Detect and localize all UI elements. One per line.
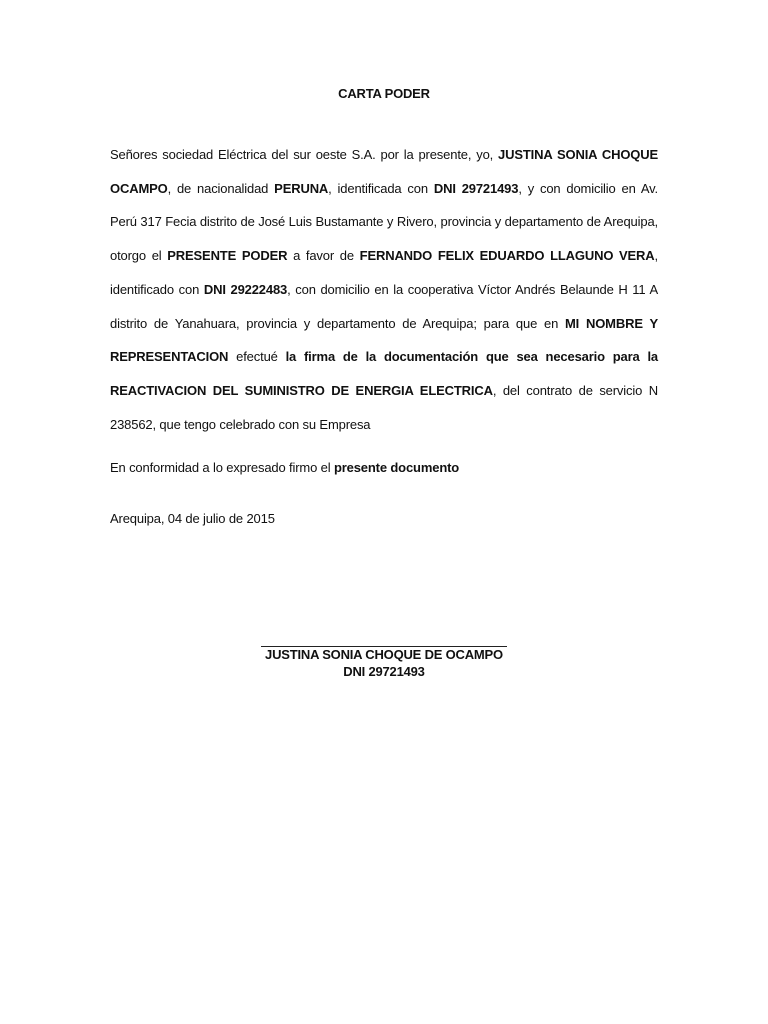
grantee-name: FERNANDO FELIX EDUARDO LLAGUNO VERA [359,248,655,264]
signature-dni: DNI 29721493 [343,664,425,679]
body-text-segment: Señores sociedad Eléctrica del sur oeste S.A. por la presente, yo, [110,147,499,162]
body-text-segment: , y con domicilio en Av. Perú 317 Fecia distrito de José Luis Bustamante y Rivero, provincia y departamento de Arequipa, otorgo el [110,180,659,264]
nationality: PERUNA [274,180,329,196]
document-title: CARTA PODER [338,86,430,101]
conformity-line [110,460,658,475]
date-line: Arequipa, 04 de julio de 2015 [110,511,275,526]
body-paragraph [110,138,658,441]
grantee-dni: DNI 29222483 [203,281,288,297]
purpose-phrase: la firma de la documentación que sea necesario para la REACTIVACION DEL SUMINISTRO DE ENERGIA ELECTRICA [110,349,658,398]
signature-name: JUSTINA SONIA CHOQUE DE OCAMPO [265,647,503,662]
body-text-segment: , identificada con [328,180,434,196]
body-text-segment: a favor de [287,248,360,264]
conformity-text: En conformidad a lo expresado firmo el [110,460,334,475]
body-text-segment: , con domicilio en la cooperativa Víctor Andrés Belaunde H 11 A distrito de Yanahuara, provincia y departamento de Arequipa; para que en [110,281,658,331]
grantor-dni: DNI 29721493 [433,180,519,196]
body-text-segment: , de nacionalidad [167,180,275,196]
conformity-bold: presente documento [333,460,460,475]
representation-phrase: MI NOMBRE Y REPRESENTACION [110,315,658,365]
body-text-segment: , del contrato de servicio N 238562, que tengo celebrado con su Empresa [110,382,658,432]
body-text-segment: , identificado con [110,248,659,297]
power-phrase: PRESENTE PODER [167,248,288,264]
body-text-segment: efectué [228,349,286,365]
grantor-name: JUSTINA SONIA CHOQUE OCAMPO [110,147,658,196]
